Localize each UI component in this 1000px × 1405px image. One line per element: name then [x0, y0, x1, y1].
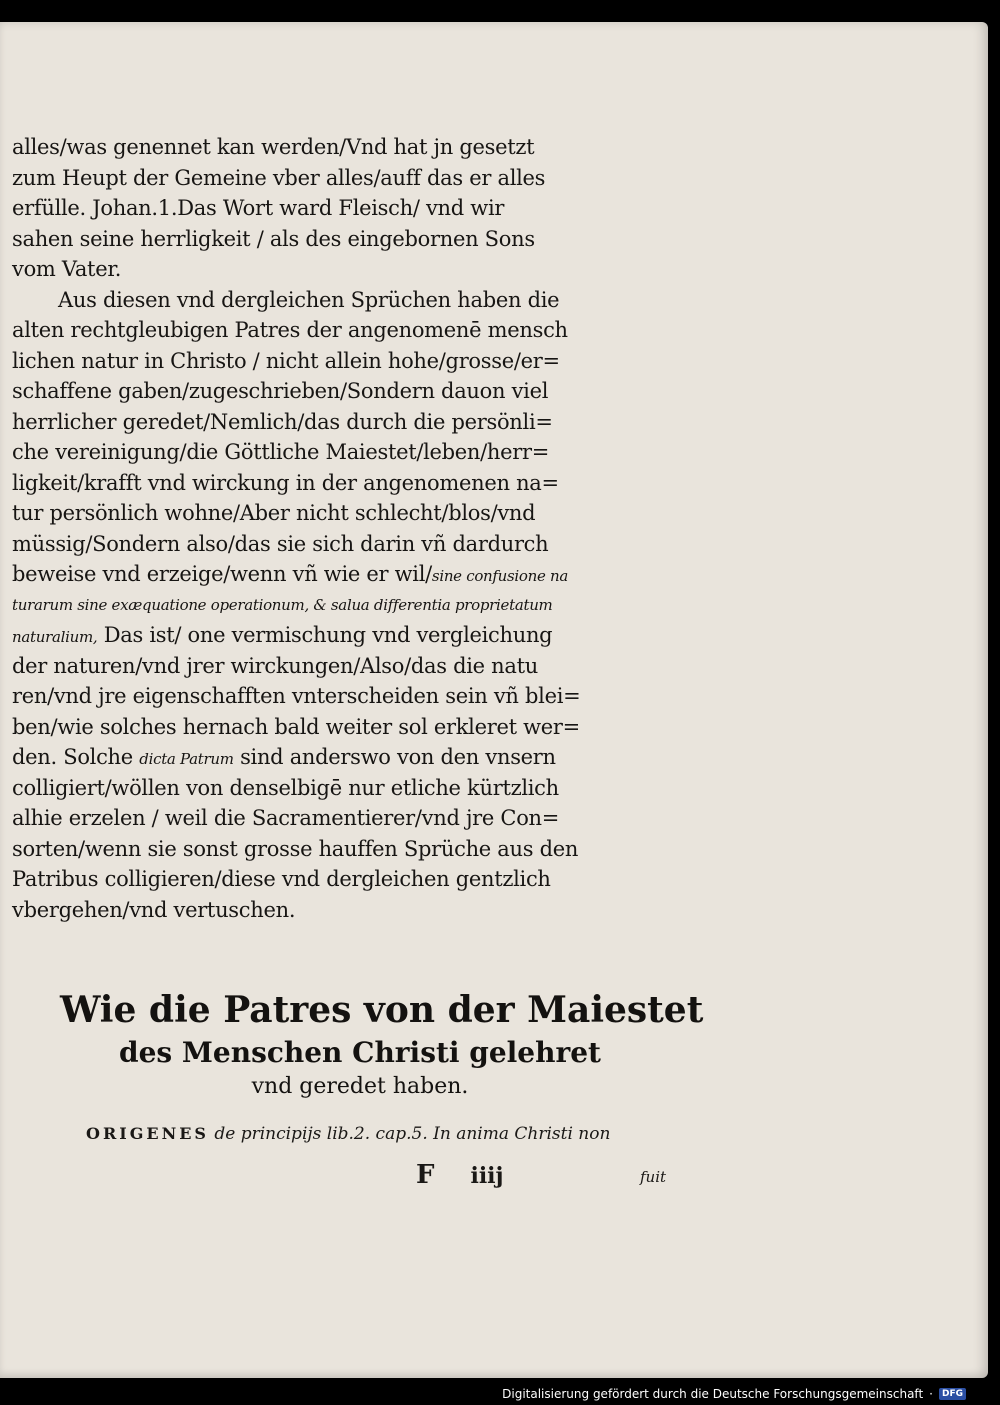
heading-line-1: Wie die Patres von der Maiestet: [60, 989, 704, 1031]
body-text: [12, 132, 682, 925]
latin-phrase: sine confusione na: [431, 567, 569, 585]
heading-line-3: vnd geredet haben.: [251, 1074, 469, 1099]
text-line: müssig/Sondern also/das sie sich darin vñ dardurch: [12, 531, 549, 556]
text-line: [12, 742, 682, 773]
text-fragment: Das ist/ one vermischung vnd vergleichung: [97, 623, 553, 647]
text-line: der naturen/vnd jrer wirckungen/Also/das die natu: [12, 653, 538, 678]
text-line: Patribus colligieren/diese vnd dergleichen gentzlich: [12, 867, 551, 891]
footer-credit: Digitalisierung gefördert durch die Deutsche Forschungsgemeinschaft · DFG: [502, 1387, 966, 1401]
text-line: herrlicher geredet/Nemlich/das durch die persönli=: [12, 409, 553, 434]
text-line: sahen seine herrligkeit / als des eingebornen Sons: [12, 226, 535, 251]
citation-author: ORIGENES: [86, 1124, 209, 1143]
text-line: ben/wie solches hernach bald weiter sol erkleret wer=: [12, 714, 580, 739]
text-line: lichen natur in Christo / nicht allein hohe/grosse/er=: [12, 348, 560, 373]
text-line: vbergehen/vnd vertuschen.: [12, 897, 296, 922]
text-line: ren/vnd jre eigenschafften vnterscheiden sein vñ blei=: [12, 684, 581, 708]
citation: [86, 1124, 686, 1144]
text-line: che vereinigung/die Göttliche Maiestet/leben/herr=: [12, 440, 550, 464]
citation-text: In anima Christi non: [433, 1124, 611, 1144]
section-heading: [60, 986, 704, 1102]
text-line: sorten/wenn sie sonst grosse hauffen Sprüche aus den: [12, 836, 579, 861]
latin-line: turarum sine exæquatione operationum, & salua differentia proprietatum: [12, 595, 553, 614]
text-line: [12, 620, 682, 651]
text-line: alles/was genennet kan werden/Vnd hat jn gesetzt: [12, 135, 535, 159]
text-line: schaffene gaben/zugeschrieben/Sondern dauon viel: [12, 379, 549, 403]
citation-source: de principijs lib.2. cap.5.: [214, 1124, 428, 1144]
signature-number: iiij: [470, 1163, 504, 1189]
text-line: erfülle. Johan.1.Das Wort ward Fleisch/ vnd wir: [12, 196, 505, 220]
heading-line-2: des Menschen Christi gelehret: [119, 1036, 601, 1069]
latin-phrase: naturalium,: [12, 628, 98, 646]
text-line: ligkeit/krafft vnd wirckung in der angenomenen na=: [12, 470, 559, 495]
dfg-logo: DFG: [939, 1388, 966, 1400]
footer-text: Digitalisierung gefördert durch die Deutsche Forschungsgemeinschaft: [502, 1387, 924, 1401]
signature-mark: [416, 1160, 504, 1190]
text-line: alhie erzelen / weil die Sacramentierer/vnd jre Con=: [12, 806, 560, 830]
text-line: alten rechtgleubigen Patres der angenomenē mensch: [12, 318, 568, 342]
text-fragment: beweise vnd erzeige/wenn vñ wie er wil/: [12, 562, 432, 586]
text-line: zum Heupt der Gemeine vber alles/auff das er alles: [12, 165, 546, 190]
text-line: tur persönlich wohne/Aber nicht schlecht/blos/vnd: [12, 501, 536, 525]
text-line: [12, 559, 682, 590]
text-fragment: den. Solche: [12, 745, 133, 769]
text-line: colligiert/wöllen von denselbigē nur etliche kürtzlich: [12, 775, 559, 800]
text-fragment: sind anderswo von den vnsern: [233, 745, 556, 769]
text-line: Aus diesen vnd dergleichen Sprüchen haben die: [58, 287, 560, 312]
signature-letter: F: [416, 1160, 435, 1190]
latin-phrase: dicta Patrum: [139, 750, 234, 768]
catchword: fuit: [640, 1168, 667, 1186]
text-line: vom Vater.: [12, 257, 122, 281]
